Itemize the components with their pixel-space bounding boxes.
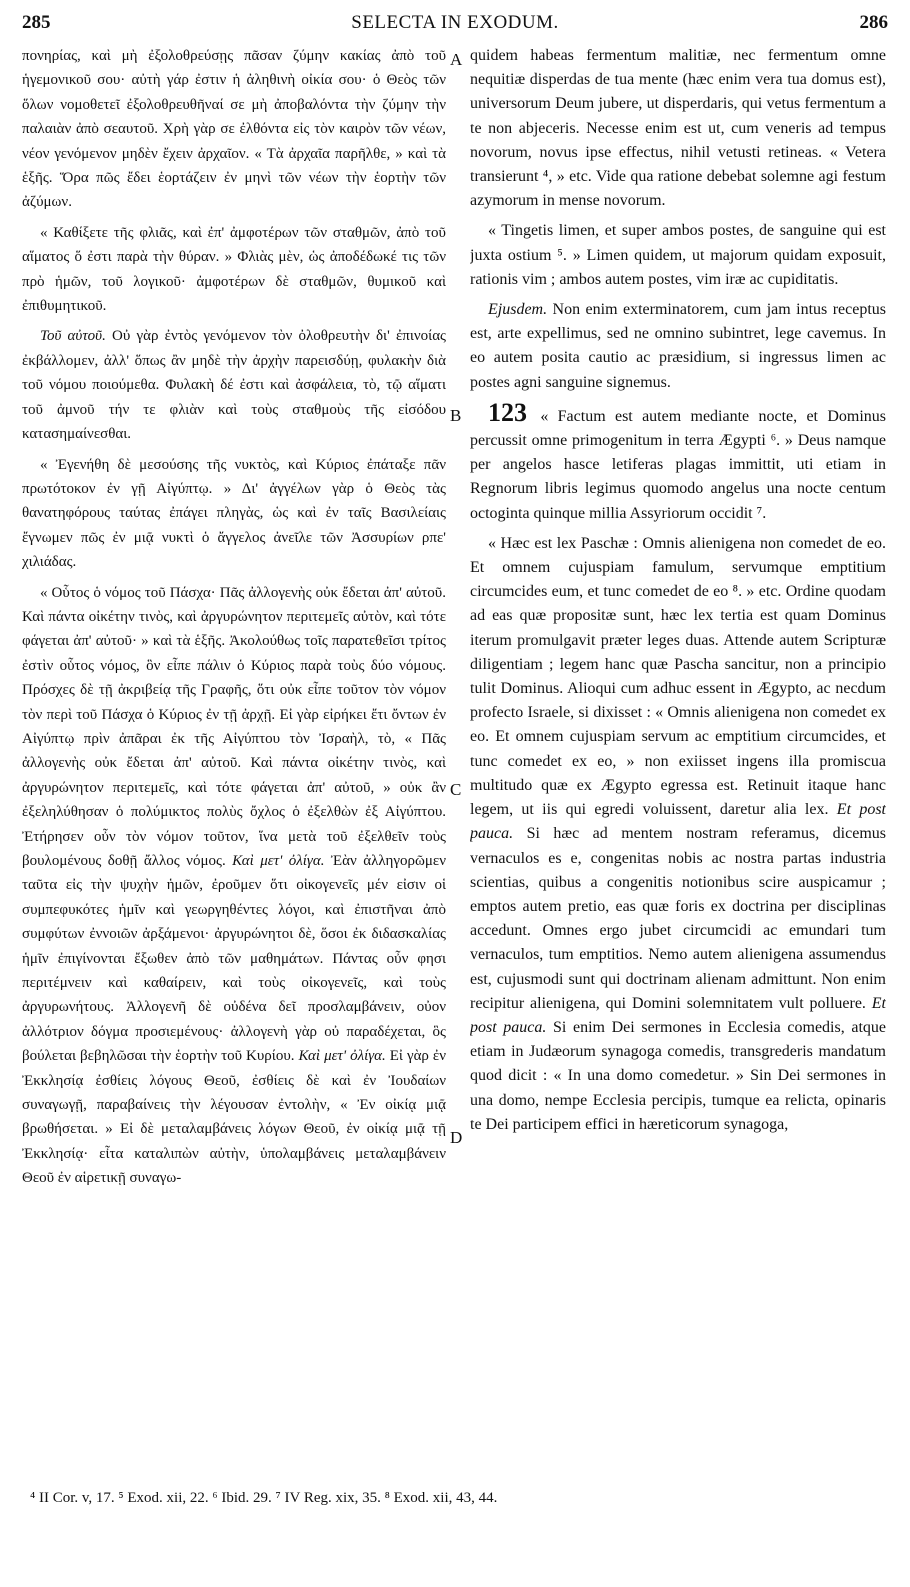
greek-text: Εἰ γὰρ ἐν Ἐκκλησίᾳ ἐσθίεις λόγους Θεοῦ, ἐσθίεις δὲ καὶ ἐν Ἰουδαίων συναγωγῇ, παραβαίνεις τὴν λέγουσαν ἐντολὴν, « Ἐν οἰκίᾳ μιᾷ βρωθήσεται. » Εἰ δὲ μεταλαμβάνεις λόγων Θεοῦ, ἐν οἰκίᾳ μιᾷ τῇ Ἐκκλησίᾳ· εἶτα καταλιπὼν αὐτὴν, ὑπολαμβάνεις μεταλαμβάνειν Θεοῦ ἐν αἱρετικῇ συναγω-	[22, 1048, 446, 1187]
greek-paragraph: « Καθίξετε τῆς φλιᾶς, καὶ ἐπ' ἀμφοτέρων τῶν σταθμῶν, ἀπὸ τοῦ αἵματος ὅ ἐστι παρὰ τὴν θύραν. » Φλιὰς μὲν, ὡς ἀποδέδωκέ τις τῶν πρὸ ἡμῶν, τοῦ λογικοῦ· ἀμφοτέρων δὲ σταθμῶν, θυμικοῦ καὶ ἐπιθυμητικοῦ.	[22, 224, 446, 315]
latin-text: « Factum est autem mediante nocte, et Dominus percussit omne primogenitum in terra Ægypti ⁶. » Deus namque per angelos hasce letiferas plagas immittit, uti etiam in Regnorum libris legimus quomodo angelus una nocte centum octoginta quinque millia Assyriorum occidit ⁷.	[470, 407, 886, 522]
footnotes: ⁴ II Cor. v, 17. ⁵ Exod. xii, 22. ⁶ Ibid. 29. ⁷ IV Reg. xix, 35. ⁸ Exod. xii, 43, 44.	[30, 1490, 498, 1506]
page-number-right: 286	[859, 12, 888, 33]
greek-paragraph	[22, 581, 446, 1191]
latin-text: Non enim exterminatorem, cum jam intus receptus est, arte expellimus, sed ne omnino subintret, lege cavemus. In eo autem posita cautio ac præsidium, si ingressus limen ac postes agni sanguine signemus.	[470, 301, 886, 391]
margin-letter-a: A	[450, 50, 463, 69]
greek-text: Ἐὰν ἀλληγορῶμεν ταῦτα εἰς τὴν ψυχὴν ἡμῶν, ἐροῦμεν ὅτι οἰκογενεῖς μέν εἰσιν οἱ συμπεφυκότες ἡμῖν καὶ γεωργηθέντες λόγοι, καὶ ἐπιστῆναι ἀπὸ συμφύτων ἐννοιῶν ἀρξάμενοι· ἀργυρώνητοι δὲ, ὅσοι ἐκ διδασκαλίας ἡμῖν ἐπιγίνονται ἔξωθεν ἀπὸ τῶν μαθημάτων. Πάντας οὖν φησι περιτέμνειν καὶ καθαίρειν, καὶ τοὺς οἰκογενεῖς, καὶ τοὺς ἀργυρωνήτους. Ἀλλογενῆ δὲ οὐδένα δεῖ προσλαμβάνειν, οὐον ἀλλότριον δόγμα προσιεμένους· ἀλλογενὴ γὰρ οὐ παραδέχεται, ὃς βούλεται βεβηλῶσαι τὴν ἑορτὴν τοῦ Κυρίου.	[22, 853, 446, 1065]
section-number: 123	[488, 397, 527, 427]
latin-paragraph	[470, 298, 886, 395]
margin-letter-d: D	[450, 1128, 463, 1147]
margin-letter-c: C	[450, 780, 462, 799]
latin-paragraph	[470, 397, 886, 526]
latin-paragraph: « Tingetis limen, et super ambos postes, de sanguine qui est juxta ostium ⁵. » Limen quidem, ut majorum quidam exposuit, rationis vim ; ambos autem postes, vim iræ ac cupiditatis.	[470, 222, 886, 288]
running-header	[22, 12, 888, 40]
greek-italic-phrase: Καὶ μετ' ὀλίγα.	[298, 1048, 386, 1065]
greek-column	[22, 44, 446, 1477]
latin-lead-italic: Ejusdem.	[488, 301, 548, 319]
latin-paragraph	[470, 532, 886, 1137]
greek-italic-phrase: Καὶ μετ' ὀλίγα.	[232, 853, 325, 869]
latin-paragraph: quidem habeas fermentum malitiæ, nec fermentum omne nequitiæ disperdas de tua mente (hæc enim vera tua domus est), universorum Deum jubere, ut disperdaris, qui vetus fermentum a te non abjeceris. Necesse enim est ut, cum veneris ad tempus novorum, novus ipse effectus, nihil vetusti retineas. « Vetera transierunt ⁴, » etc. Vide qua ratione debebat solemne agi festum azymorum in mense novorum.	[470, 47, 886, 210]
latin-text: Si hæc ad mentem nostram referamus, dicemus vernaculos es e, congenitas nobis ac nostra partas industria scientias, quibus a congenitis notionibus scire auspicamur ; emptos autem pretio, eas quæ foris ex doctrina per disciplinas accedunt. Omnes ergo jubet circumcidi ac emundari tum vernaculos, tum emptitios. Nemo autem alienigena assumendus est, cujusmodi sunt qui doctrinam alienam admittunt. Non enim recipitur alienigena, qui Domini solemnitatem vult polluere.	[470, 825, 886, 1012]
latin-text: Si enim Dei sermones in Ecclesia comedis, atque etiam in Judæorum synagoga comedis, transgrederis mandatum quod dicit : « In una domo comedetur. » Sin Dei sermones in una domo, nempe Ecclesia percipis, tumque ea relicta, opinaris te Dei participem effici in hæreticorum synagoga,	[470, 1018, 886, 1133]
latin-italic-phrase: Et post pauca.	[470, 994, 886, 1036]
greek-paragraph	[22, 324, 446, 446]
margin-letter-b: B	[450, 406, 462, 425]
latin-text: « Hæc est lex Paschæ : Omnis alienigena non comedet de eo. Et omnem cujuspiam famulum, servumque emptitium circumcides eum, et tunc comedet de eo ⁸. » etc. Ordine quodam ad eas quæ propositæ sunt, hæc lex tertia est quam Dominus iterum promulgavit præter leges duas. Attende autem Scripturæ diligentiam ; legem hanc quæ Pascha sancitur, non a principio tulit Dominus. Alioqui cum adhuc essent in Ægypto, ac necdum profecto Israele, si dixisset : « Omnis alienigena non comedet ex eo. Et omnem cujuspiam servum ac emptitium circumcides, et tunc comedet ex eo, » non exiisset ingens illa promiscua multitudo quæ ex Ægypto egressa est. Retinuit itaque hanc legem, ut iis qui egredi voluissent, daretur alia lex.	[470, 534, 886, 819]
greek-paragraph: « Ἐγενήθη δὲ μεσούσης τῆς νυκτὸς, καὶ Κύριος ἐπάταξε πᾶν πρωτότοκον ἐν γῇ Αἰγύπτῳ. » Δι' ἀγγέλων γὰρ ὁ Θεὸς τὰς θανατηφόρους ταύτας ἐπάγει πληγὰς, ὡς καὶ ἐν ταῖς Βασιλείαις ἔγνωμεν πῶς ἐν μιᾷ νυκτὶ ὁ ἄγγελος ἀνεῖλε τῶν Ἀσσυρίων ρπε' χιλιάδας.	[22, 456, 446, 571]
greek-lead-italic: Τοῦ αὐτοῦ.	[40, 328, 106, 345]
greek-text: Οὐ γὰρ ἐντὸς γενόμενον τὸν ὀλοθρευτὴν δι' ἐπινοίας ἐκβάλλομεν, ἀλλ' ὅπως ἂν μηδὲ τὴν ἀρχὴν παρεισδύῃ, φυλακὴν διὰ τοῦ νόμου ποιούμεθα. Φυλακὴ δέ ἐστι καὶ ἀσφάλεια, τὸ, τῷ αἵματι τοῦ ἀμνοῦ τήν τε φλιὰν καὶ τοὺς σταθμοὺς τῆς εἰσόδου κατασημαίνεσθαι.	[22, 328, 446, 443]
page-number-left: 285	[22, 12, 51, 33]
latin-italic-phrase: Et post pauca.	[470, 801, 886, 843]
greek-paragraph: πονηρίας, καὶ μὴ ἐξολοθρεύσῃς πᾶσαν ζύμην κακίας ἀπὸ τοῦ ἡγεμονικοῦ σου· αὐτὴ γάρ ἐστιν ἡ ἀληθινὴ οἰκία σου· ὁ Θεὸς τῶν ὅλων νομοθετεῖ ἐξολοθρευθῆναί σε μὴ ἀποβαλόντα τὴν ζύμην τὴν παλαιὰν ἀπὸ σεαυτοῦ. Χρὴ γὰρ σε ἐλθόντα εἰς τὸν καιρὸν τῶν νέων, νέον γενόμενον μηδὲν ἔχειν ἀρχαῖον. « Τὰ ἀρχαῖα παρῆλθε, » καὶ τὰ ἑξῆς. Ὅρα πῶς ἔδει ἑορτάζειν ἐν μηνὶ τῶν νέων τὴν ἑορτὴν τῶν ἀζύμων.	[22, 48, 446, 211]
greek-text: « Οὗτος ὁ νόμος τοῦ Πάσχα· Πᾶς ἀλλογενὴς οὐκ ἔδεται ἀπ' αὐτοῦ. Καὶ πάντα οἰκέτην τινὸς, καὶ ἀργυρώνητον περιτεμεῖς αὐτὸν, καὶ τότε φάγεται ἀπ' αὐτοῦ· » καὶ τὰ ἑξῆς. Ἀκολούθως τοῖς παρατεθεῖσι τρίτος ἐστὶν οὗτος νόμος, ὃν εἶπε πάλιν ὁ Κύριος παρὰ τοὺς δύο νόμους. Πρόσχες δὲ τῇ ἀκριβείᾳ τῆς Γραφῆς, ὅτι οὐκ εἶπε τοῦτον τὸν νόμον τὸν περὶ τοῦ Πάσχα ὁ Κύριος ἐν τῇ ἀρχῇ. Εἰ γὰρ εἰρήκει ἔτι ὄντων ἐν Αἰγύπτῳ πρὶν ἀπᾶραι ἐκ τῆς Αἰγύπτου τὸν Ἰσραὴλ, τὸ, « Πᾶς ἀλλογενὴς οὐκ ἔδεται ἀπ' αὐτοῦ. Καὶ πάντα οἰκέτην τινὸς, καὶ ἀργυρώνητον περιτεμεῖς, καὶ τότε φάγεται ἀπ' αὐτοῦ, » οὐκ ἂν ἐξεληλύθησαν ὁ πολύμικτος πολὺς ὄχλος ὁ ἐξελθὼν ἐξ Αἰγύπτου. Ἐτήρησεν οὖν τὸν νόμον τοῦτον, ἵνα μετὰ τοῦ ἐξελθεῖν τοὺς βουλομένους δοθῇ ἄλλος νόμος.	[22, 584, 446, 869]
latin-column	[470, 44, 886, 1477]
running-title: SELECTA IN EXODUM.	[351, 12, 559, 33]
